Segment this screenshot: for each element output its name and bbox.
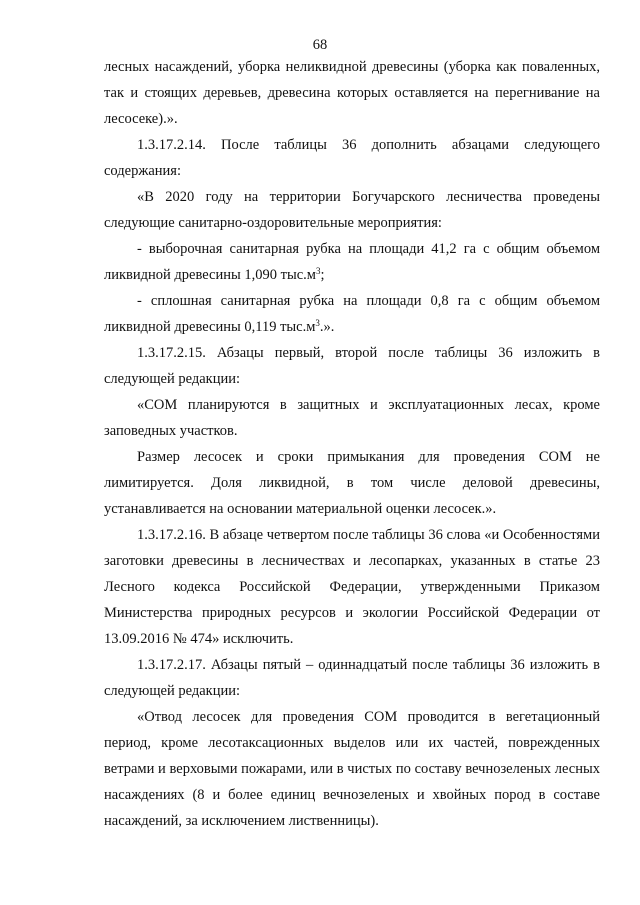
clear-cutting-text: - сплошная санитарная рубка на площади 0,8 га с общим объемом ликвидной древесины 0,119 тыс.м [104, 293, 600, 335]
paragraph-quote-som-planned: «СОМ планируются в защитных и эксплуатационных лесах, кроме заповедных участков. [104, 397, 600, 439]
superscript-3: 3 [315, 318, 320, 328]
page-number: 68 [312, 37, 328, 53]
paragraph-item-1-3-17-2-14: 1.3.17.2.14. После таблицы 36 дополнить абзацами следующего содержания: [104, 137, 600, 179]
paragraph-quote-2020: «В 2020 году на территории Богучарского лесничества проведены следующие санитарно-оздоровительные мероприятия: [104, 189, 600, 231]
paragraph-selective-cutting [104, 236, 600, 288]
paragraph-clear-cutting [104, 288, 600, 340]
paragraph-item-1-3-17-2-17: 1.3.17.2.17. Абзацы пятый – одиннадцатый после таблицы 36 изложить в следующей редакции: [104, 657, 600, 699]
paragraph-continuation: лесных насаждений, уборка неликвидной древесины (уборка как поваленных, так и стоящих деревьев, древесина которых оставляется на перегнивание на лесосеке).». [104, 59, 600, 127]
paragraph-item-1-3-17-2-15: 1.3.17.2.15. Абзацы первый, второй после таблицы 36 изложить в следующей редакции: [104, 345, 600, 387]
paragraph-quote-otvod: «Отвод лесосек для проведения СОМ проводится в вегетационный период, кроме лесотаксационных выделов или их частей, поврежденных ветрами и верховыми пожарами, или в чистых по составу вечнозеленых лесных насаждениях (8 и более единиц вечнозеленых и хвойных пород в составе насаждений, за исключением лиственницы). [104, 709, 600, 829]
paragraph-item-1-3-17-2-16: 1.3.17.2.16. В абзаце четвертом после таблицы 36 слова «и Особенностями заготовки древесины в лесничествах и лесопарках, указанных в статье 23 Лесного кодекса Российской Федерации, утвержденными Приказом Министерства природных ресурсов и экологии Российской Федерации от 13.09.2016 № 474» исключить. [104, 527, 600, 647]
document-body [104, 54, 600, 834]
selective-cutting-tail: ; [320, 267, 325, 283]
clear-cutting-tail: .». [319, 319, 335, 335]
superscript-3: 3 [315, 266, 321, 276]
selective-cutting-text: - выборочная санитарная рубка на площади 41,2 га с общим объемом ликвидной древесины 1,090 тыс.м [104, 241, 600, 283]
paragraph-lesosek-size: Размер лесосек и сроки примыкания для проведения СОМ не лимитируется. Доля ликвидной, в том числе деловой древесины, устанавливается на основании материальной оценки лесосек.». [104, 449, 600, 517]
